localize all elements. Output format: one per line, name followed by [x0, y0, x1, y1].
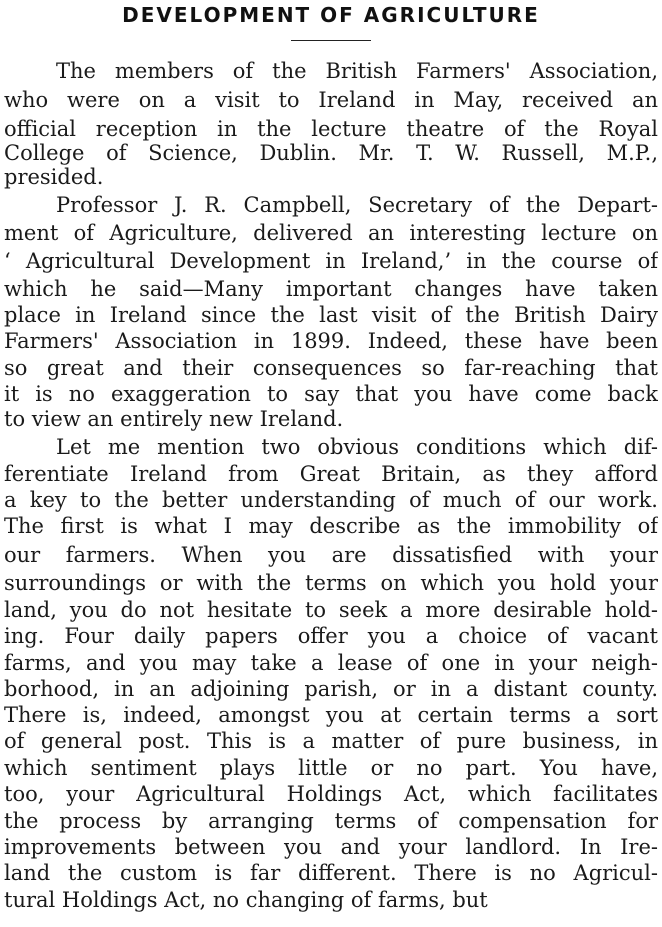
- text-line: land, you do not hesitate to seek a more desirable hold-: [4, 598, 658, 622]
- text-line: ferentiate Ireland from Great Britain, as they afford: [4, 462, 658, 486]
- article-title: DEVELOPMENT OF AGRICULTURE: [122, 3, 540, 27]
- text-line: Professor J. R. Campbell, Secretary of the Depart-: [56, 193, 658, 217]
- text-line: College of Science, Dublin. Mr. T. W. Russell, M.P.,: [4, 141, 658, 165]
- text-line: ‘ Agricultural Development in Ireland,’ in the course of: [4, 249, 658, 273]
- text-line: which sentiment plays little or no part. You have,: [4, 756, 658, 780]
- text-line: ing. Four daily papers offer you a choice of vacant: [4, 624, 658, 648]
- text-line: surroundings or with the terms on which you hold your: [4, 571, 658, 595]
- text-line: presided.: [4, 165, 104, 189]
- text-line: it is no exaggeration to say that you have come back: [4, 382, 658, 406]
- text-line: The members of the British Farmers' Association,: [56, 59, 658, 83]
- text-line: Farmers' Association in 1899. Indeed, these have been: [4, 329, 658, 353]
- text-line: the process by arranging terms of compensation for: [4, 809, 658, 833]
- title-rule: [291, 40, 371, 41]
- text-line: ment of Agriculture, delivered an interesting lecture on: [4, 221, 658, 245]
- text-line: official reception in the lecture theatre of the Royal: [4, 117, 658, 141]
- text-line: improvements between you and your landlord. In Ire-: [4, 835, 658, 859]
- text-line: our farmers. When you are dissatisfied with your: [4, 543, 658, 567]
- text-line: Let me mention two obvious conditions which dif-: [56, 435, 658, 459]
- text-line: There is, indeed, amongst you at certain terms a sort: [4, 703, 658, 727]
- text-line: farms, and you may take a lease of one in your neigh-: [4, 651, 658, 675]
- text-line: place in Ireland since the last visit of the British Dairy: [4, 303, 658, 327]
- text-line: tural Holdings Act, no changing of farms, but: [4, 888, 488, 912]
- text-line: land the custom is far different. There is no Agricul-: [4, 861, 658, 885]
- text-line: so great and their consequences so far-reaching that: [4, 356, 658, 380]
- text-line: who were on a visit to Ireland in May, received an: [4, 88, 658, 112]
- text-line: which he said—Many important changes have taken: [4, 277, 658, 301]
- text-line: to view an entirely new Ireland.: [4, 407, 344, 431]
- text-line: of general post. This is a matter of pure business, in: [4, 729, 658, 753]
- text-line: a key to the better understanding of much of our work.: [4, 488, 658, 512]
- text-line: too, your Agricultural Holdings Act, which facilitates: [4, 782, 658, 806]
- text-line: borhood, in an adjoining parish, or in a distant county.: [4, 677, 658, 701]
- text-line: The first is what I may describe as the immobility of: [4, 514, 658, 538]
